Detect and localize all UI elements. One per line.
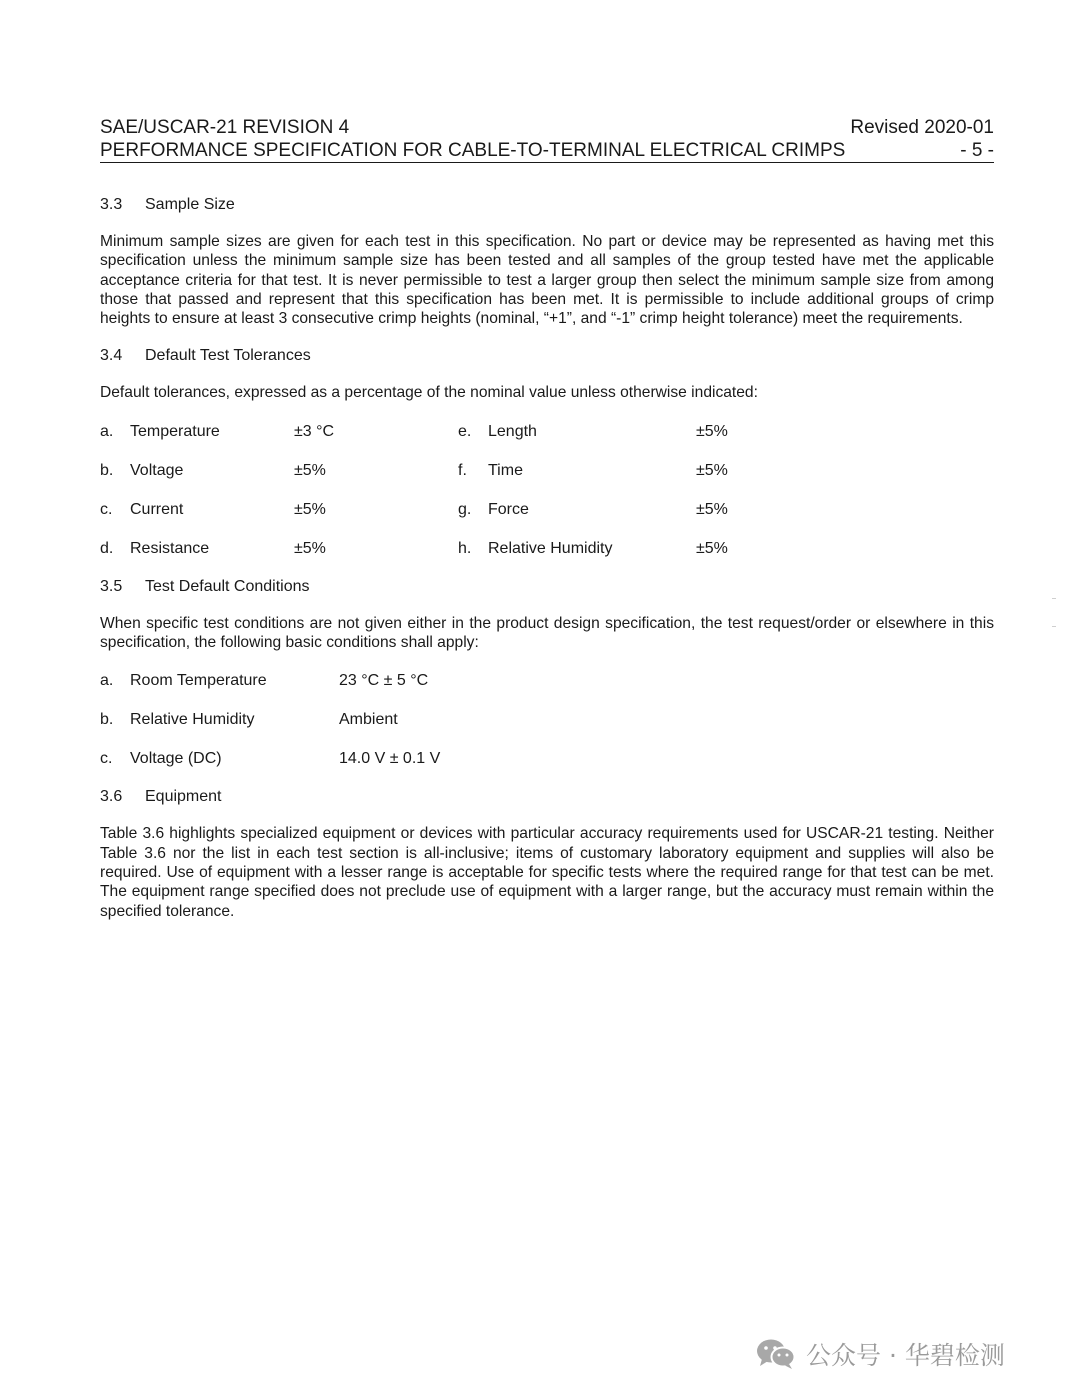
- condition-value: 23 °C ± 5 °C: [339, 672, 429, 690]
- condition-name: Relative Humidity: [130, 711, 255, 729]
- header-row-1: [100, 116, 994, 139]
- list-letter: c.: [100, 750, 113, 768]
- section-3-5-heading: [100, 578, 994, 596]
- section-title: Test Default Conditions: [145, 577, 310, 595]
- tolerance-name: Force: [488, 500, 529, 518]
- section-number: 3.6: [100, 788, 123, 806]
- tolerance-value: ±5%: [294, 500, 326, 518]
- tolerance-value: ±5%: [696, 500, 728, 518]
- section-3-3-heading: [100, 196, 994, 214]
- tolerance-list: [100, 422, 994, 559]
- section-title: Equipment: [145, 788, 222, 806]
- section-3-6-heading: [100, 788, 994, 806]
- doc-id: SAE/USCAR-21 REVISION 4: [100, 117, 350, 138]
- document-page: [100, 116, 994, 921]
- section-number: 3.4: [100, 347, 123, 365]
- tolerance-value: ±5%: [696, 461, 728, 479]
- tolerance-name: Time: [488, 461, 523, 479]
- doc-title: PERFORMANCE SPECIFICATION FOR CABLE-TO-TERMINAL ELECTRICAL CRIMPS: [100, 140, 846, 161]
- list-letter: b.: [100, 461, 114, 479]
- tolerance-name: Voltage: [130, 461, 184, 479]
- condition-value: Ambient: [339, 711, 398, 729]
- section-3-3-text: Minimum sample sizes are given for each test in this specification. No part or device may be represented as having met this specification unless the minimum sample size has been tested and all samples of the group tested have met the applicable acceptance criteria for that test. It is never permissible to test a larger group then select the minimum sample size from among those that passed and represent that this specification has been met. It is permissible to include additional groups of crimp heights to ensure at least 3 consecutive crimp heights (nominal, “+1”, and “-1” crimp height tolerance) meet the requirements.: [100, 233, 994, 328]
- section-title: Default Test Tolerances: [145, 347, 311, 365]
- section-number: 3.5: [100, 577, 123, 595]
- tolerance-value: ±5%: [696, 422, 728, 440]
- list-letter: h.: [458, 539, 472, 557]
- page-number: - 5 -: [960, 140, 994, 161]
- section-title: Sample Size: [145, 196, 235, 213]
- section-3-4-intro: Default tolerances, expressed as a percentage of the nominal value unless otherwise indicated:: [100, 384, 758, 402]
- list-letter: d.: [100, 539, 114, 557]
- section-number: 3.3: [100, 196, 123, 213]
- list-letter: a.: [100, 422, 114, 440]
- wechat-icon: [756, 1337, 796, 1371]
- condition-name: Voltage (DC): [130, 750, 222, 768]
- tolerance-name: Length: [488, 422, 537, 440]
- section-3-5-intro: When specific test conditions are not given either in the product design specification, the test request/order or elsewhere in this specification, the following basic conditions shall apply:: [100, 614, 994, 652]
- condition-name: Room Temperature: [130, 672, 267, 690]
- tolerance-name: Temperature: [130, 422, 220, 440]
- tolerance-value: ±5%: [294, 539, 326, 557]
- tolerance-value: ±5%: [696, 539, 728, 557]
- list-letter: g.: [458, 500, 472, 518]
- header-row-2: [100, 139, 994, 163]
- tolerance-name: Current: [130, 500, 184, 518]
- scan-mark: [1052, 626, 1056, 627]
- list-letter: a.: [100, 672, 114, 690]
- tolerance-name: Resistance: [130, 539, 210, 557]
- tolerance-name: Relative Humidity: [488, 539, 613, 557]
- tolerance-value: ±3 °C: [294, 422, 335, 440]
- condition-value: 14.0 V ± 0.1 V: [339, 750, 441, 768]
- watermark-text: 公众号 · 华碧检测: [806, 1341, 1005, 1370]
- scan-mark: [1052, 598, 1056, 599]
- list-letter: f.: [458, 461, 467, 479]
- watermark: [756, 1336, 1005, 1372]
- list-letter: c.: [100, 500, 113, 518]
- section-3-6-text: Table 3.6 highlights specialized equipment or devices with particular accuracy requirements used for USCAR-21 testing. Neither Table 3.6 nor the list in each test section is all-inclusive; items of customary laboratory equipment and supplies will also be required. Use of equipment with a lesser range is acceptable for specific tests where the required range for that test can be met. The equipment range specified does not preclude use of equipment with a larger range, but the accuracy must remain within the specified tolerance.: [100, 825, 994, 920]
- section-3-4-heading: [100, 347, 994, 365]
- conditions-list: [100, 671, 994, 769]
- list-letter: e.: [458, 422, 472, 440]
- list-letter: b.: [100, 711, 114, 729]
- tolerance-value: ±5%: [294, 461, 326, 479]
- revised-date: Revised 2020-01: [850, 117, 994, 138]
